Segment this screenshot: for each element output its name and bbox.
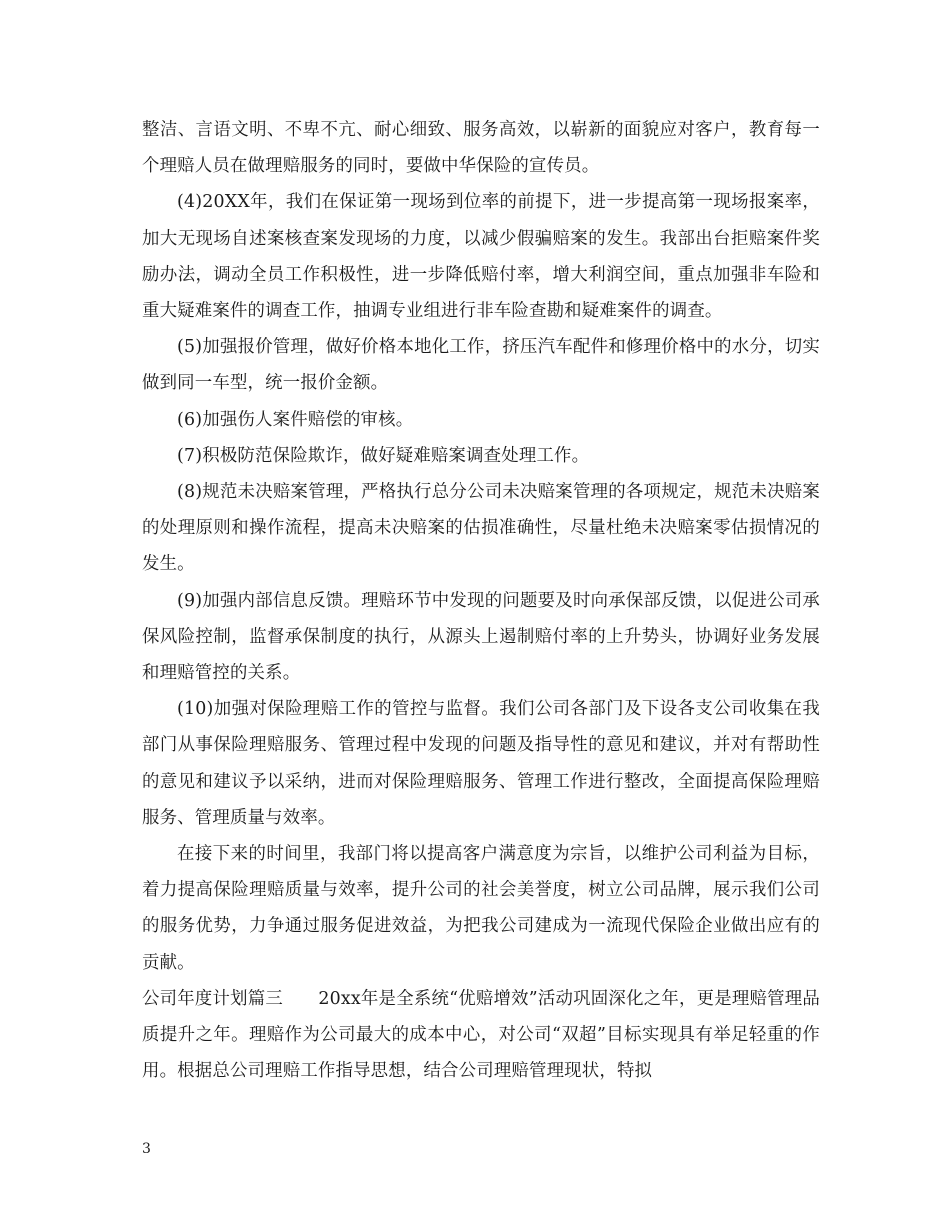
paragraph-item-8: (8)规范未决赔案管理，严格执行总分公司未决赔案管理的各项规定，规范未决赔案的处理原则和操作流程，提高未决赔案的估损准确性，尽量杜绝未决赔案零估损情况的发生。 (142, 482, 820, 575)
paragraph-section-three: 公司年度计划篇三 20xx年是全系统“优赔增效”活动巩固深化之年，更是理赔管理品质提升之年。理赔作为公司最大的成本中心，对公司“双超”目标实现具有举足轻重的作用。根据总公司理赔工作指导思想，结合公司理赔管理现状，特拟 (142, 988, 820, 1082)
paragraph-item-6: (6)加强伤人案件赔偿的审核。 (177, 409, 414, 430)
document-body (142, 112, 820, 1089)
paragraph-continuation: 整洁、言语文明、不卑不亢、耐心细致、服务高效，以崭新的面貌应对客户，教育每一个理赔人员在做理赔服务的同时，要做中华保险的宣传员。 (142, 120, 820, 177)
paragraph-item-7: (7)积极防范保险欺诈，做好疑难赔案调查处理工作。 (177, 445, 590, 466)
paragraph-item-10: (10)加强对保险理赔工作的管控与监督。我们公司各部门及下设各支公司收集在我部门从事保险理赔服务、管理过程中发现的问题及指导性的意见和建议，并对有帮助性的意见和建议予以采纳，进而对保险理赔服务、管理工作进行整改，全面提高保险理赔服务、管理质量与效率。 (142, 699, 820, 828)
page-number: 3 (142, 1141, 151, 1157)
paragraph-item-4: (4)20XX年，我们在保证第一现场到位率的前提下，进一步提高第一现场报案率，加大无现场自述案核查案发现场的力度，以减少假骗赔案的发生。我部出台拒赔案件奖励办法，调动全员工作积极性，进一步降低赔付率，增大利润空间，重点加强非车险和重大疑难案件的调查工作，抽调专业组进行非车险查勘和疑难案件的调查。 (142, 192, 820, 322)
paragraph-conclusion: 在接下来的时间里，我部门将以提高客户满意度为宗旨，以维护公司利益为目标，着力提高保险理赔质量与效率，提升公司的社会美誉度，树立公司品牌，展示我们公司的服务优势，力争通过服务促进效益，为把我公司建成为一流现代保险企业做出应有的贡献。 (142, 844, 820, 973)
paragraph-item-5: (5)加强报价管理，做好价格本地化工作，挤压汽车配件和修理价格中的水分，切实做到同一车型，统一报价金额。 (142, 337, 820, 394)
paragraph-item-9: (9)加强内部信息反馈。理赔环节中发现的问题要及时向承保部反馈，以促进公司承保风险控制，监督承保制度的执行，从源头上遏制赔付率的上升势头，协调好业务发展和理赔管控的关系。 (142, 590, 820, 684)
